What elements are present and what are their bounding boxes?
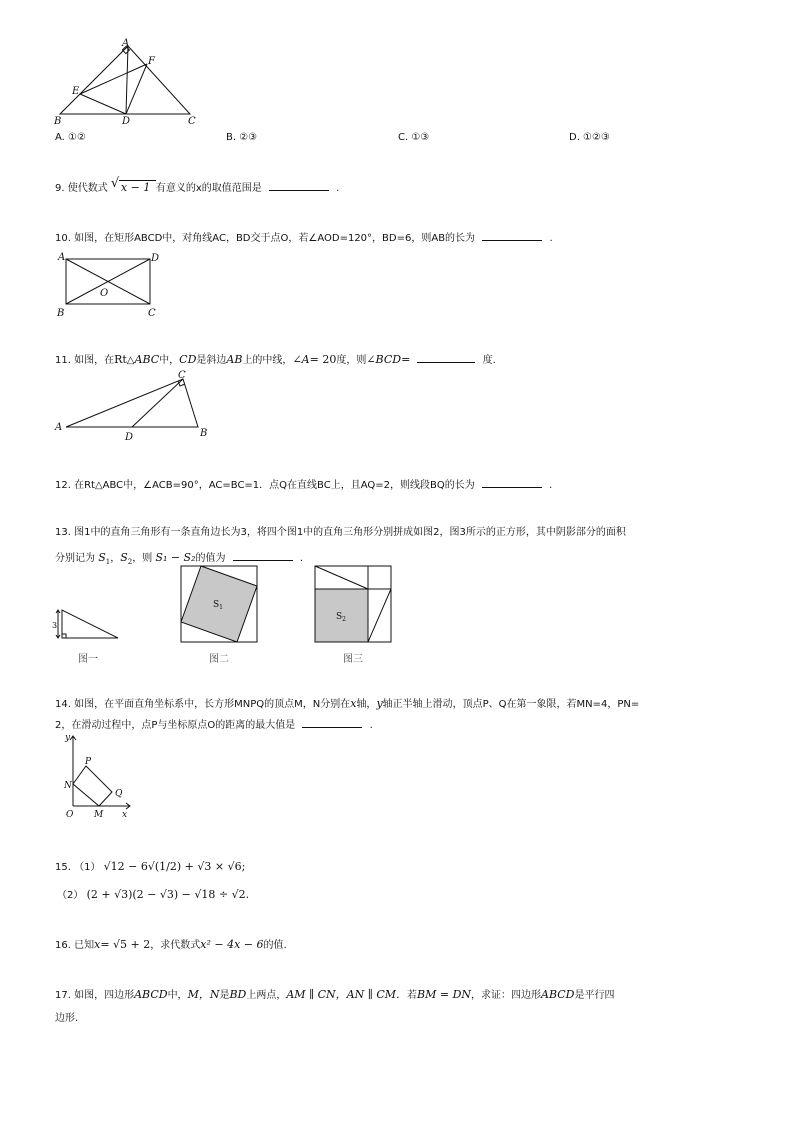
q11-text2: 中， xyxy=(159,355,180,366)
q8-label-b: B xyxy=(54,116,62,127)
q13-line2-pre: 分别记为 xyxy=(55,553,95,564)
q8-option-a: A. ①② xyxy=(55,132,86,143)
q8-triangle-figure xyxy=(50,36,210,128)
q8-label-d: D xyxy=(122,116,131,127)
q13-line2-mid: ，则 xyxy=(132,553,153,564)
q9-pre: 使代数式 xyxy=(67,183,108,194)
q16-expr: x² − 4x − 6 xyxy=(200,938,264,951)
q17-line1c: 是 xyxy=(219,990,230,1001)
q17-line2: 边形. xyxy=(55,1013,79,1024)
q16-pre: 已知 xyxy=(74,940,95,951)
q11-text5: 度，则 xyxy=(336,355,367,366)
q11-text4: 上的中线， xyxy=(242,355,293,366)
q14-label-n: N xyxy=(64,781,72,791)
q11-label-a: A xyxy=(55,422,63,433)
q13-s2 xyxy=(120,551,133,567)
question-17-line-2 xyxy=(55,1012,78,1026)
q10-label-b: B xyxy=(57,308,65,319)
q11-angle-bcd: ∠BCD xyxy=(366,353,402,366)
q14-number: 14. xyxy=(55,699,71,710)
q13-shade1: $S_1$ xyxy=(213,600,223,611)
q16-number: 16. xyxy=(55,940,71,951)
q13-s2-letter: S xyxy=(120,551,128,564)
q14-answer-blank[interactable] xyxy=(302,717,362,728)
q9-post: 有意义的x的取值范围是 xyxy=(155,183,262,194)
q8-option-b: B. ②③ xyxy=(226,132,258,143)
q14-line1b: 轴， xyxy=(356,699,377,710)
q11-number: 11. xyxy=(55,355,71,366)
q11-eq2: = xyxy=(401,353,411,366)
q15-p2-label: （2） xyxy=(57,890,84,901)
q17-condition-1: AM ∥ CN，AN ∥ CM． xyxy=(286,988,408,1001)
q14-x: x xyxy=(350,697,357,710)
q17-abcd: ABCD xyxy=(134,988,168,1001)
q11-angle-a: ∠A xyxy=(292,353,310,366)
q13-figure-2 xyxy=(180,565,258,643)
q12-text: 在Rt△ABC中，∠ACB=90°，AC=BC=1．点Q在直线BC上，且AQ=2，则线段BQ的长为 xyxy=(74,480,475,491)
q13-line2-post: 的值为 xyxy=(195,553,226,564)
q13-number: 13. xyxy=(55,527,71,538)
question-9 xyxy=(55,176,340,196)
q9-radicand: x − 1 xyxy=(120,181,151,194)
question-15-part-1 xyxy=(55,860,245,875)
q14-coordinate-figure xyxy=(58,730,138,822)
q11-text1: 如图，在 xyxy=(74,355,115,366)
q17-line1a: 如图，四边形 xyxy=(74,990,135,1001)
q10-answer-blank[interactable] xyxy=(482,230,542,241)
q13-side-label: 3 xyxy=(52,621,58,630)
q15-number: 15. xyxy=(55,862,71,873)
q10-number: 10. xyxy=(55,233,71,244)
q10-label-c: C xyxy=(148,308,156,319)
q16-post: 的值. xyxy=(263,940,287,951)
q17-line1d: 上两点， xyxy=(246,990,287,1001)
q10-label-o: O xyxy=(100,288,109,299)
q15-p1-expr: √12 − 6√(1/2) + √3 × √6; xyxy=(103,860,246,873)
q8-label-c: C xyxy=(188,116,196,127)
q14-label-p: P xyxy=(85,757,92,767)
q17-line1g: 是平行四 xyxy=(574,990,615,1001)
q13-shade2: $S_2$ xyxy=(336,612,346,623)
q11-abc: ABC xyxy=(134,353,160,366)
q13-comma: ， xyxy=(110,553,121,564)
q13-expr: S₁ − S₂ xyxy=(155,551,196,564)
q8-label-f: F xyxy=(148,56,155,67)
q11-answer-blank[interactable] xyxy=(417,352,475,363)
q14-label-y: y xyxy=(65,733,71,743)
question-12 xyxy=(55,477,552,493)
q14-label-x: x xyxy=(122,810,128,820)
question-13-line-1 xyxy=(55,526,626,540)
q13-figure-1 xyxy=(52,606,122,640)
q14-label-q: Q xyxy=(115,789,123,799)
q11-eq: = 20 xyxy=(309,353,337,366)
q14-line1c: 轴正半轴上滑动，顶点P、Q在第一象限，若MN=4，PN= xyxy=(382,699,640,710)
q13-end: . xyxy=(299,553,304,564)
q14-label-o: O xyxy=(66,810,74,820)
q9-answer-blank[interactable] xyxy=(269,180,329,191)
q11-tri: △ xyxy=(126,355,135,366)
question-14-line-1 xyxy=(55,697,639,712)
q8-label-a: A xyxy=(122,38,130,49)
q17-mn: M，N xyxy=(187,988,220,1001)
q11-text3: 是斜边 xyxy=(196,355,227,366)
q11-label-c: C xyxy=(178,370,186,381)
q13-caption-1: 图一 xyxy=(78,654,98,665)
q14-line1a: 如图，在平面直角坐标系中，长方形MNPQ的顶点M，N分别在 xyxy=(74,699,351,710)
q14-line2: 2，在滑动过程中，点P与坐标原点O的距离的最大值是 xyxy=(55,720,296,731)
q13-s1-sub: 1 xyxy=(105,558,111,567)
question-10 xyxy=(55,230,553,246)
q10-label-a: A xyxy=(58,252,66,263)
q16-x: x xyxy=(94,938,101,951)
q9-end: . xyxy=(336,183,340,194)
q17-line1e: 若 xyxy=(407,990,418,1001)
q10-text: 如图，在矩形ABCD中，对角线AC，BD交于点O，若∠AOD=120°，BD=6，则AB的长为 xyxy=(74,233,476,244)
q8-option-c: C. ①③ xyxy=(398,132,430,143)
q16-mid: ，求代数式 xyxy=(150,940,201,951)
q15-p2-expr: (2 + √3)(2 − √3) − √18 ÷ √2. xyxy=(86,888,250,901)
q13-figure-3 xyxy=(314,565,392,643)
q15-p1-label: （1） xyxy=(74,862,101,873)
q11-end: 度. xyxy=(482,355,496,366)
q13-caption-3: 图三 xyxy=(343,654,363,665)
q10-end: . xyxy=(549,233,553,244)
q12-end: . xyxy=(549,480,553,491)
q11-ab: AB xyxy=(226,353,243,366)
q13-answer-blank[interactable] xyxy=(233,550,293,561)
q9-number: 9. xyxy=(55,183,65,194)
q17-condition-2: BM = DN xyxy=(417,988,472,1001)
q10-rectangle-figure xyxy=(54,250,166,320)
q11-rt: Rt xyxy=(114,353,127,366)
q17-line1b: 中， xyxy=(167,990,188,1001)
question-17-line-1 xyxy=(55,988,615,1003)
q14-end: . xyxy=(369,720,373,731)
q13-s1 xyxy=(98,551,111,567)
q13-s2-sub: 2 xyxy=(127,558,133,567)
q8-option-d: D. ①②③ xyxy=(569,132,610,143)
q16-eq: = √5 + 2 xyxy=(100,938,151,951)
q13-line1: 图1中的直角三角形有一条直角边长为3，将四个图1中的直角三角形分别拼成如图2，图3所示的正方形，其中阴影部分的面积 xyxy=(74,527,626,538)
q17-abcd-2: ABCD xyxy=(541,988,575,1001)
q17-number: 17. xyxy=(55,990,71,1001)
q11-label-b: B xyxy=(200,428,208,439)
q17-line1f: ，求证：四边形 xyxy=(471,990,542,1001)
q17-bd: BD xyxy=(229,988,247,1001)
q14-label-m: M xyxy=(94,810,104,820)
q11-label-d: D xyxy=(125,432,134,443)
q8-label-e: E xyxy=(72,86,80,97)
q10-label-d: D xyxy=(151,253,160,264)
q9-radical: √ x − 1 xyxy=(119,180,156,194)
q14-y: y xyxy=(376,697,383,710)
q11-right-triangle-figure xyxy=(52,366,217,444)
q12-number: 12. xyxy=(55,480,71,491)
q13-caption-2: 图二 xyxy=(209,654,229,665)
q12-answer-blank[interactable] xyxy=(482,477,542,488)
question-16 xyxy=(55,938,287,953)
q13-s1-letter: S xyxy=(98,551,106,564)
question-15-part-2 xyxy=(57,888,249,903)
q11-cd: CD xyxy=(179,353,197,366)
